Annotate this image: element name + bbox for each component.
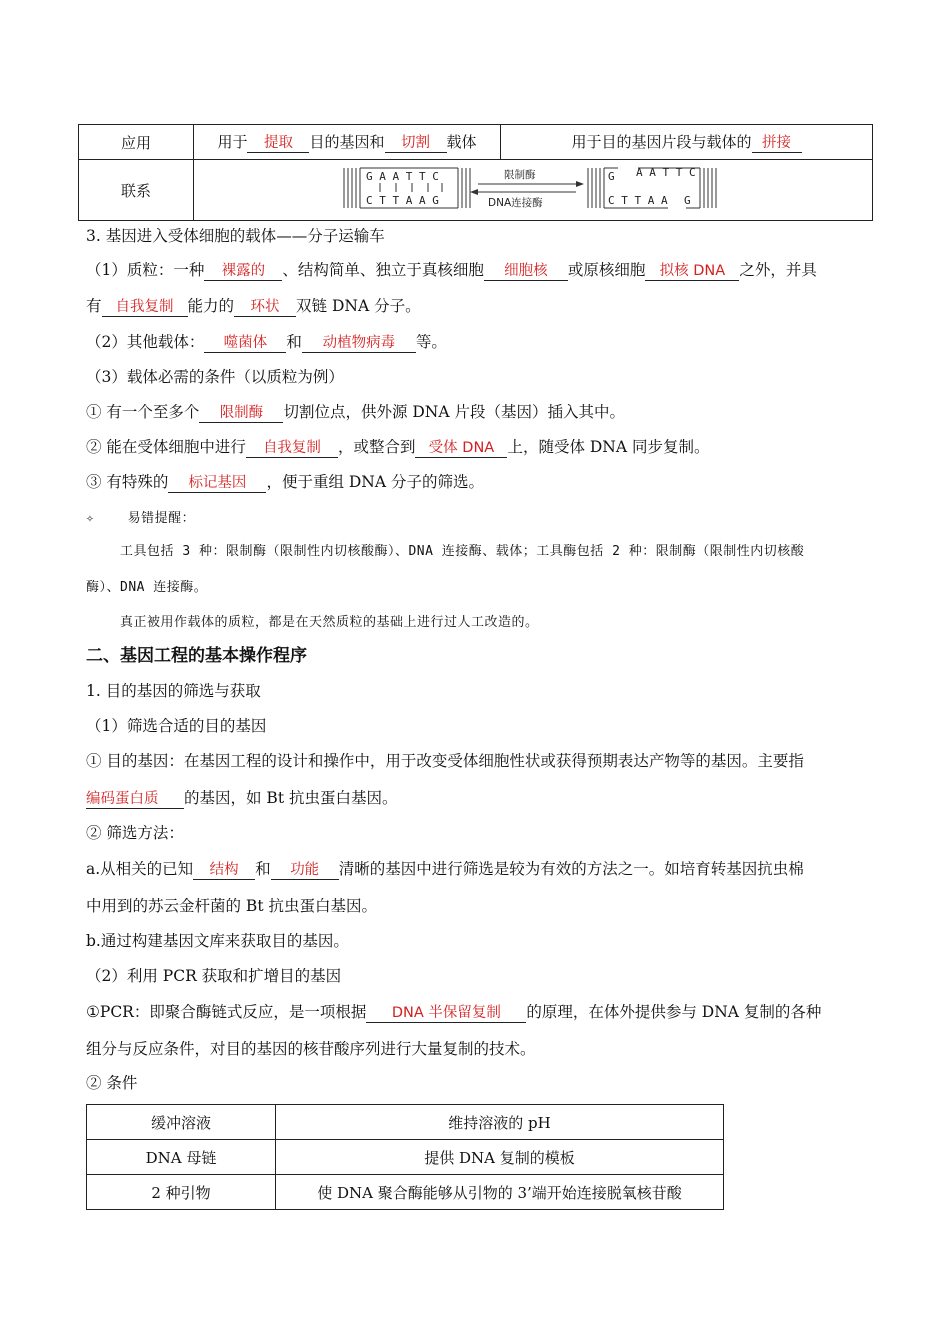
subheading: （2）利用 PCR 获取和扩增目的基因 xyxy=(86,967,342,985)
table-row xyxy=(87,1175,724,1210)
paragraph: ① 有一个至多个 限制酶 切割位点，供外源 DNA 片段（基因）插入其中。 xyxy=(86,403,625,421)
cell-ligase-use: 用于目的基因片段与载体的 拼接 xyxy=(501,125,873,160)
paragraph: 组分与反应条件，对目的基因的核苷酸序列进行大量复制的技术。 xyxy=(86,1040,536,1058)
condition-name: 缓冲溶液 xyxy=(87,1105,276,1140)
section-heading: 二、基因工程的基本操作程序 xyxy=(86,646,307,666)
table-row xyxy=(87,1105,724,1140)
answer-blank: 结构 xyxy=(193,861,255,880)
paragraph: （2）其他载体： 噬菌体 和 动植物病毒 等。 xyxy=(86,333,447,351)
answer-blank: 噬菌体 xyxy=(204,334,286,353)
paragraph: ①PCR：即聚合酶链式反应，是一项根据 DNA 半保留复制 的原理，在体外提供参与 DNA 复制的各种 xyxy=(86,1003,822,1021)
enzyme-comparison-table xyxy=(78,124,873,221)
answer-blank: 裸露的 xyxy=(204,262,282,281)
note-line: 工具包括 3 种：限制酶（限制性内切核酸酶）、DNA 连接酶、载体；工具酶包括 2 种：限制酶（限制性内切核酸 xyxy=(120,544,805,559)
paragraph: a.从相关的已知 结构 和 功能 清晰的基因中进行筛选是较为有效的方法之一。如培育转基因抗虫棉 xyxy=(86,860,804,878)
answer-blank: 编码蛋白质 xyxy=(86,790,184,809)
paragraph: （1）质粒：一种 裸露的 、结构简单、独立于真核细胞 细胞核 或原核细胞 拟核 DNA 之外，并具 xyxy=(86,261,817,279)
ligase-label: DNA连接酶 xyxy=(488,197,543,209)
subheading: （1）筛选合适的目的基因 xyxy=(86,717,267,735)
answer-blank: 限制酶 xyxy=(199,404,283,423)
note-title: ✧ 易错提醒： xyxy=(86,511,196,526)
answer-blank: 自我复制 xyxy=(102,298,188,317)
paragraph: ② 筛选方法： xyxy=(86,824,184,842)
bottom-strand-left: C T T A A G xyxy=(366,194,439,207)
dna-cut-diagram xyxy=(338,162,728,214)
paragraph: 中用到的苏云金杆菌的 Bt 抗虫蛋白基因。 xyxy=(86,897,377,915)
answer-blank: 受体 DNA xyxy=(415,439,507,458)
section-title: 3. 基因进入受体细胞的载体——分子运输车 xyxy=(86,227,385,245)
note-line: 真正被用作载体的质粒，都是在天然质粒的基础上进行过人工改造的。 xyxy=(120,615,539,630)
condition-role: 提供 DNA 复制的模板 xyxy=(276,1140,724,1175)
right-top-a: G xyxy=(608,170,615,183)
subheading: 1. 目的基因的筛选与获取 xyxy=(86,682,261,700)
answer-blank: 自我复制 xyxy=(246,439,338,458)
pcr-conditions-table xyxy=(86,1104,724,1210)
table-row xyxy=(79,160,873,221)
right-bottom-a: C T T A A xyxy=(608,194,668,207)
condition-role: 维持溶液的 pH xyxy=(276,1105,724,1140)
sparkle-icon: ✧ xyxy=(86,511,95,526)
table-row xyxy=(79,125,873,160)
row-label: 应用 xyxy=(79,125,194,160)
answer-blank: 拼接 xyxy=(752,134,802,153)
paragraph: （3）载体必需的条件（以质粒为例） xyxy=(86,368,344,386)
paragraph: b.通过构建基因文库来获取目的基因。 xyxy=(86,932,349,950)
answer-blank: 环状 xyxy=(234,298,296,317)
answer-blank: 切割 xyxy=(385,134,447,153)
right-top-b: A A T T C xyxy=(636,166,696,179)
paragraph: ③ 有特殊的 标记基因 ，便于重组 DNA 分子的筛选。 xyxy=(86,473,484,491)
restriction-enzyme-label: 限制酶 xyxy=(504,169,536,181)
paragraph: 编码蛋白质 的基因，如 Bt 抗虫蛋白基因。 xyxy=(86,789,398,807)
answer-blank: 功能 xyxy=(271,861,339,880)
cell-restriction-use: 用于 提取 目的基因和 切割 载体 xyxy=(194,125,501,160)
top-strand-left: G A A T T C xyxy=(366,170,439,183)
condition-role: 使 DNA 聚合酶能够从引物的 3’端开始连接脱氧核苷酸 xyxy=(276,1175,724,1210)
dna-cut-diagram-cell xyxy=(194,160,873,221)
condition-name: DNA 母链 xyxy=(87,1140,276,1175)
paragraph: ① 目的基因：在基因工程的设计和操作中，用于改变受体细胞性状或获得预期表达产物等的基因。主要指 xyxy=(86,752,804,770)
answer-blank: 提取 xyxy=(247,134,309,153)
paragraph: ② 条件 xyxy=(86,1074,138,1092)
note-line: 酶）、DNA 连接酶。 xyxy=(86,580,208,595)
answer-blank: DNA 半保留复制 xyxy=(366,1004,526,1023)
paragraph: ② 能在受体细胞中进行 自我复制 ，或整合到 受体 DNA 上，随受体 DNA 同步复制。 xyxy=(86,438,710,456)
answer-blank: 拟核 DNA xyxy=(645,262,739,281)
table-row xyxy=(87,1140,724,1175)
row-label: 联系 xyxy=(79,160,194,221)
answer-blank: 标记基因 xyxy=(168,474,266,493)
condition-name: 2 种引物 xyxy=(87,1175,276,1210)
answer-blank: 细胞核 xyxy=(484,262,568,281)
paragraph: 有 自我复制 能力的 环状 双链 DNA 分子。 xyxy=(86,297,421,315)
right-bottom-b: G xyxy=(684,194,691,207)
answer-blank: 动植物病毒 xyxy=(302,334,416,353)
